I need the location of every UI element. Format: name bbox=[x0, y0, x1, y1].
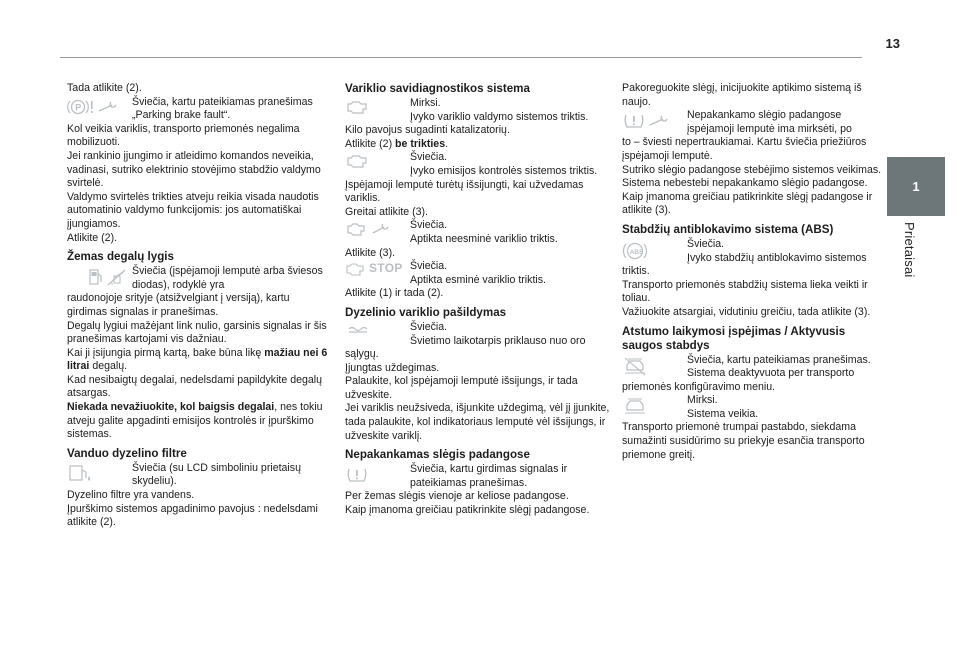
icon-block bbox=[345, 260, 610, 287]
fuel-gauge-icon bbox=[106, 267, 128, 287]
minor-fault-text: Šviečia. bbox=[410, 219, 448, 232]
paragraph: Atlikite (1) ir tada (2). bbox=[345, 287, 444, 300]
paragraph: raudonojoje srityje (atsižvelgiant į versiją), kartu girdimas signalas ir pranešimas. bbox=[67, 292, 290, 318]
chapter-tab-number: 1 bbox=[912, 179, 920, 194]
paragraph: Valdymo svirtelės trikties atveju reikia visada naudotis automatinio valdymo funkcijomis: jos automatiškai įjungiamos. bbox=[67, 190, 319, 230]
icon-block bbox=[345, 219, 610, 246]
paragraph: Per žemas slėgis vienoje ar keliose padangose. bbox=[345, 490, 569, 503]
abs-icon bbox=[622, 240, 648, 262]
page-number: 13 bbox=[885, 36, 900, 51]
section-heading-abs: Stabdžių antiblokavimo sistema (ABS) bbox=[622, 222, 834, 236]
paragraph: Kol veikia variklis, transporto priemonės negalima mobilizuoti. bbox=[67, 122, 300, 149]
paragraph: Atlikite (2) be trikties. bbox=[345, 137, 449, 150]
diag-flash-detail: Įvyko variklio valdymo sistemos triktis. bbox=[410, 110, 589, 123]
section-heading-preheat: Dyzelinio variklio pašildymas bbox=[345, 305, 507, 319]
paragraph: Jei variklis neužsiveda, išjunkite uždegimą, vėl jį įjunkite, tada palaukite, kol indikatoriaus lemputė vėl išsijungs, ir užveskite variklį. bbox=[345, 402, 610, 442]
paragraph: Pakoreguokite slėgį, inicijuokite aptikimo sistemą iš naujo. bbox=[622, 82, 862, 108]
paragraph: sąlygų. bbox=[345, 348, 379, 361]
wrench-icon bbox=[648, 114, 670, 128]
paragraph: Transporto priemonė trumpai pastabdo, siekdama sumažinti susidūrimo su priekyje esančia transporto priemone greitį. bbox=[622, 421, 865, 461]
paragraph: Tada atlikite (2). bbox=[67, 82, 142, 94]
distance-off-text: Šviečia, kartu pateikiamas pranešimas. Sistema deaktyvuota per transporto bbox=[687, 353, 871, 380]
paragraph: Kad nesibaigtų degalai, nedelsdami papildykite degalų atsargas. bbox=[67, 373, 323, 400]
water-icon-text: Šviečia (su LCD simboliniu prietaisų skydeliu). bbox=[132, 461, 301, 488]
diag-flash-text: Mirksi. bbox=[410, 97, 441, 109]
major-fault-text: Šviečia. bbox=[410, 260, 448, 273]
collision-alert-off-icon bbox=[622, 356, 648, 376]
paragraph: Niekada nevažiuokite, kol baigsis degalai, nes tokiu atveju galite apgadinti emisijos kontrolės ir įpurškimo sistemas. bbox=[67, 401, 323, 441]
distance-flash-detail: Sistema veikia. bbox=[687, 407, 759, 420]
paragraph: Kai ji įsijungia pirmą kartą, bake būna likę mažiau nei 6 litrai degalų. bbox=[67, 346, 328, 373]
wrench-icon bbox=[97, 100, 119, 114]
icon-block bbox=[345, 463, 610, 490]
paragraph: Greitai atlikite (3). bbox=[345, 205, 429, 218]
engine-emission-icon bbox=[345, 153, 371, 169]
paragraph: Kilo pavojus sugadinti katalizatorių. bbox=[345, 124, 510, 137]
engine-check-icon bbox=[345, 99, 371, 115]
paragraph: Dyzelino filtre yra vandens. bbox=[67, 489, 195, 502]
tyre-pressure-icon bbox=[345, 465, 369, 485]
paragraph: Įjungtas uždegimas. bbox=[345, 361, 440, 374]
header-rule bbox=[60, 57, 862, 58]
icon-block bbox=[345, 97, 610, 124]
tyre-pressure-icon bbox=[622, 111, 646, 131]
column-3 bbox=[622, 82, 887, 462]
wrench-icon bbox=[371, 222, 391, 236]
section-heading-fuel: Žemas degalų lygis bbox=[67, 250, 174, 264]
fuel-icon-text: Šviečia (įspėjamoji lemputė arba šviesos diodas), rodyklė yra bbox=[132, 265, 323, 291]
section-heading-distance-alert: Atstumo laikymosi įspėjimas / Aktyvusis saugos stabdys bbox=[622, 324, 846, 352]
chapter-tab[interactable] bbox=[887, 157, 945, 216]
paragraph: Transporto priemonės stabdžių sistema lieka veikti ir toliau. bbox=[622, 278, 868, 305]
icon-block bbox=[345, 151, 610, 178]
paragraph: Degalų lygiui mažėjant link nulio, garsinis signalas ir šis pranešimas kartojami vis dažniau. bbox=[67, 319, 327, 346]
column-2 bbox=[345, 82, 610, 518]
icon-block bbox=[67, 265, 332, 292]
abs-icon-text: ABS bbox=[629, 248, 644, 256]
preheat-detail: Švietimo laikotarpis priklauso nuo oro bbox=[410, 334, 586, 347]
fuel-pump-icon bbox=[88, 268, 104, 286]
icon-block bbox=[622, 238, 887, 265]
water-in-diesel-icon bbox=[67, 464, 93, 484]
paragraph: Sutriko slėgio padangose stebėjimo sistemos veikimas. bbox=[622, 163, 882, 176]
abs-text: Šviečia. bbox=[687, 237, 725, 250]
icon-block bbox=[622, 354, 887, 381]
distance-flash-text: Mirksi. bbox=[687, 394, 718, 407]
icon-block bbox=[345, 321, 610, 348]
diag-on-detail: Įvyko emisijos kontrolės sistemos triktis. bbox=[410, 164, 598, 177]
major-fault-detail: Aptikta esminė variklio triktis. bbox=[410, 273, 546, 286]
chapter-tab-label: Prietaisai bbox=[902, 222, 917, 278]
paragraph: Kaip įmanoma greičiau patikrinkite slėgį padangose. bbox=[345, 504, 590, 517]
section-heading-tyre-pressure: Nepakankamas slėgis padangose bbox=[345, 448, 530, 462]
icon-block bbox=[622, 394, 887, 421]
tpms-icon-text: Nepakankamo slėgio padangose įspėjamoji lemputė ima mirksėti, po bbox=[687, 109, 852, 135]
paragraph: Atlikite (2). bbox=[67, 231, 118, 244]
section-heading-water: Vanduo dyzelino filtre bbox=[67, 446, 187, 460]
paragraph: triktis. bbox=[622, 265, 650, 278]
abs-detail: Įvyko stabdžių antiblokavimo sistemos bbox=[687, 251, 867, 264]
diag-on-text: Šviečia. bbox=[410, 151, 448, 164]
paragraph: to – šviesti nepertraukiamai. Kartu šviečia priežiūros įspėjamoji lemputė. bbox=[622, 136, 867, 162]
paragraph: Sistema nebestebi nepakankamo slėgio padangose. bbox=[622, 177, 868, 190]
icon-block bbox=[67, 462, 332, 489]
column-1 bbox=[67, 82, 332, 530]
paragraph: Atlikite (3). bbox=[345, 246, 396, 259]
paragraph: Įpurškimo sistemos apgadinimo pavojus : nedelsdami atlikite (2). bbox=[67, 502, 318, 529]
collision-alert-icon bbox=[622, 396, 648, 416]
icon-block bbox=[67, 96, 332, 123]
svg-text:P: P bbox=[75, 102, 82, 113]
paragraph: Jei rankinio įjungimo ir atleidimo komandos neveikia, vadinasi, sutriko elektrinio stovėjimo stabdžio valdymo svirtelė. bbox=[67, 149, 321, 190]
paragraph: Įspėjamoji lemputė turėtų išsijungti, kai užvedamas variklis. bbox=[345, 178, 584, 205]
glow-plug-icon bbox=[345, 323, 371, 339]
minor-fault-detail: Aptikta neesminė variklio triktis. bbox=[410, 232, 558, 245]
section-heading-diagnostics: Variklio savidiagnostikos sistema bbox=[345, 82, 530, 95]
icon-block bbox=[622, 109, 887, 136]
parking-brake-text: Šviečia, kartu pateikiamas pranešimas „Parking brake fault“. bbox=[132, 95, 313, 122]
parking-brake-fault-icon bbox=[67, 98, 95, 116]
stop-icon: STOP bbox=[369, 261, 403, 276]
engine-major-fault-icon bbox=[345, 262, 367, 276]
paragraph: priemonės konfigūravimo meniu. bbox=[622, 380, 776, 393]
paragraph: Kaip įmanoma greičiau patikrinkite slėgį padangose ir atlikite (3). bbox=[622, 190, 873, 217]
pressure-icon-text: Šviečia, kartu girdimas signalas ir pateikiamas pranešimas. bbox=[410, 463, 568, 489]
preheat-text: Šviečia. bbox=[410, 320, 448, 333]
paragraph: Palaukite, kol įspėjamoji lemputė išsijungs, ir tada užveskite. bbox=[345, 375, 578, 401]
paragraph: Važiuokite atsargiai, vidutiniu greičiu, tada atlikite (3). bbox=[622, 305, 871, 318]
engine-minor-fault-icon bbox=[345, 221, 369, 237]
